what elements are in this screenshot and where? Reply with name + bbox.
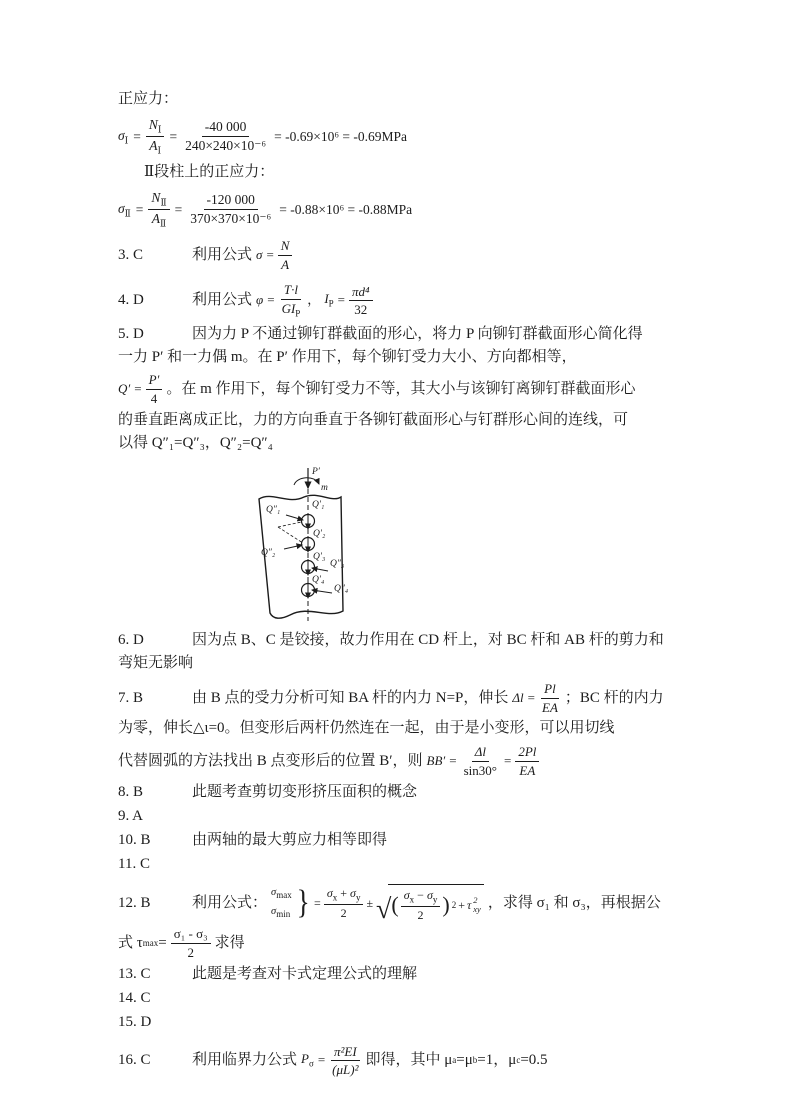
answer-number: 4. D — [118, 292, 144, 309]
formula-torsion: φ = $\frac{T\cdot l}{GI_P}$ ， $I_P$ = $\frac{\text{πd⁴}}{32}$ — [256, 282, 373, 319]
item-7-line-3: 代替圆弧的方法找出 B 点变形后的位置 B′，则 BB′ = $\frac{\Delta l}{\sin 30^\circ}$ = $\frac{2Pl}{EA}$ — [118, 744, 682, 778]
moment-m-arrow — [294, 478, 319, 485]
question-item-5: 5. D 因为力 P 不通过铆钉群截面的形心，将力 P 向铆钉群截面形心简化得 — [118, 323, 682, 346]
fraction: $\frac{-40 000}{\text{240×240×10⁻⁶}}$ — [185, 119, 267, 154]
item-5-line-2: 一力 P′ 和一力偶 m。在 P′ 作用下，每个铆钉受力大小、方向都相等， — [118, 349, 577, 366]
formula-tau-max: $\frac{\text{σ₁ - σ₃}}{2}$ — [171, 926, 211, 960]
force-p-label: P′ — [312, 467, 320, 478]
formula-q-prime: Q′ = $\frac{P'}{4}$ — [118, 372, 162, 406]
answer-number: 9. A — [118, 807, 144, 824]
answer-number: 10. B — [118, 831, 151, 848]
question-item-9 — [118, 805, 682, 828]
answer-number: 12. B — [118, 894, 151, 911]
answer-number: 16. C — [118, 1052, 151, 1069]
q2-prime-label: Q′₂ — [313, 529, 326, 540]
fraction: $\frac{N_Ⅰ}{A_Ⅰ}$ — [146, 117, 165, 157]
question-item-12: 12. B 利用公式： $\sigma_{max}$ $\sigma_{min}$ } = $\frac{\sigma_x + \sigma_y}{2}$ ± √ ( $\frac{\sigma_x - \sigma_y}{2}$ ) 2 + τ 2 xy ，求得 σ₁ 和 σ₃，再根据公 — [118, 884, 661, 926]
question-item-14 — [118, 987, 682, 1010]
formula-sigma-1: $\sigma_Ⅰ$ = $\frac{N_Ⅰ}{A_Ⅰ}$ = $\frac{-40 000}{\text{240×240×10⁻⁶}}$ = -0.69×10⁶ = -0.69MPa — [118, 117, 408, 157]
item-7-line-2: 为零，伸长△ι=0。但变形后两杆仍然连在一起，由于是小变形，可以用切线 — [118, 720, 615, 737]
moment-m-label: m — [321, 483, 328, 494]
question-item-11 — [118, 853, 682, 876]
answer-number: 15. D — [118, 1013, 152, 1030]
question-item-8: 8. B 此题考查剪切变形挤压面积的概念 — [118, 781, 682, 804]
question-item-13: 13. C 此题是考查对卡式定理公式的理解 — [118, 963, 682, 986]
answer-number: 7. B — [118, 689, 144, 706]
item-5-line-5: 以得 Q″₁=Q″₃，Q″₂=Q″₄ — [118, 435, 273, 452]
formula-principal-stress: $\sigma_{max}$ $\sigma_{min}$ } = $\frac{\sigma_x + \sigma_y}{2}$ ± √ ( $\frac{\sigma_x - \sigma_y}{2}$ ) 2 + τ 2 xy — [271, 884, 484, 923]
q4-prime-label: Q′₄ — [312, 575, 325, 586]
fraction: $\frac{-120 000}{\text{370×370×10⁻⁶}}$ — [190, 192, 272, 227]
answer-number: 14. C — [118, 989, 151, 1006]
question-item-16: 16. C 利用临界力公式 $P_\sigma$ = $\frac{\text{π²EI}}{\text{(μL)²}}$ 即得，其中 μ a =μ b =1，μ c =0.5 — [118, 1043, 548, 1078]
q1-double-prime-label: Q″₁ — [266, 505, 281, 516]
q1-prime-label: Q′₁ — [312, 500, 325, 511]
q2-double-prime-label: Q″₂ — [261, 548, 276, 559]
normal-stress-heading: 正应力： — [118, 91, 179, 107]
formula-sigma-2: $\sigma_Ⅱ$ = $\frac{N_Ⅱ}{A_Ⅱ}$ = $\frac{-120 000}{\text{370×370×10⁻⁶}}$ = -0.88×10⁶ = -0.88MPa — [118, 189, 413, 230]
q3-double-prime-label: Q″₃ — [330, 559, 345, 570]
answer-number: 13. C — [118, 965, 151, 982]
q4-double-prime-label: Q″₄ — [334, 584, 349, 595]
item-6-line-2: 弯矩无影响 — [118, 655, 194, 672]
question-item-15 — [118, 1011, 682, 1034]
question-item-7: 7. B 由 B 点的受力分析可知 BA 杆的内力 N=P，伸长 Δl = $\frac{Pl}{EA}$ ；BC 杆的内力 — [118, 681, 664, 715]
formula-sigma-na: σ = $\frac{N}{A}$ — [256, 238, 292, 272]
question-item-4: 4. D 利用公式 φ = $\frac{T\cdot l}{GI_P}$ ， $I_P$ = $\frac{\text{πd⁴}}{32}$ — [118, 282, 682, 319]
fraction: $\frac{N_Ⅱ}{A_Ⅱ}$ — [148, 190, 169, 230]
item-5-line-4: 的垂直距离成正比，力的方向垂直于各铆钉截面形心与钉群形心间的连线，可 — [118, 412, 629, 429]
answer-number: 6. D — [118, 632, 144, 649]
formula-critical-load: $P_\sigma$ = $\frac{\text{π²EI}}{\text{(μL)²}}$ — [301, 1043, 359, 1078]
q3-prime-label: Q′₃ — [313, 552, 326, 563]
answer-number: 11. C — [118, 855, 150, 872]
answer-number: 8. B — [118, 783, 144, 800]
question-item-3: 3. C 利用公式 σ = $\frac{N}{A}$ — [118, 238, 682, 272]
rivet-group-figure — [244, 465, 366, 623]
question-item-10: 10. B 由两轴的最大剪应力相等即得 — [118, 829, 682, 852]
formula-delta-l: Δl = $\frac{Pl}{EA}$ — [512, 681, 558, 715]
item-5-line-3: Q′ = $\frac{P'}{4}$ 。在 m 作用下，每个铆钉受力不等，其大小与该铆钉离铆钉群截面形心 — [118, 372, 636, 406]
item-12-line-2: 式 τ max = $\frac{\text{σ₁ - σ₃}}{2}$ 求得 — [118, 926, 245, 961]
question-item-6: 6. D 因为点 B、C 是铰接，故力作用在 CD 杆上，对 BC 杆和 AB 杆的剪力和 — [118, 629, 682, 652]
section-2-heading: Ⅱ段柱上的正应力： — [144, 163, 275, 180]
answer-number: 3. C — [118, 246, 144, 263]
formula-bb-prime: BB′ = $\frac{\Delta l}{\sin 30^\circ}$ = $\frac{2Pl}{EA}$ — [427, 744, 540, 778]
answer-number: 5. D — [118, 326, 144, 343]
